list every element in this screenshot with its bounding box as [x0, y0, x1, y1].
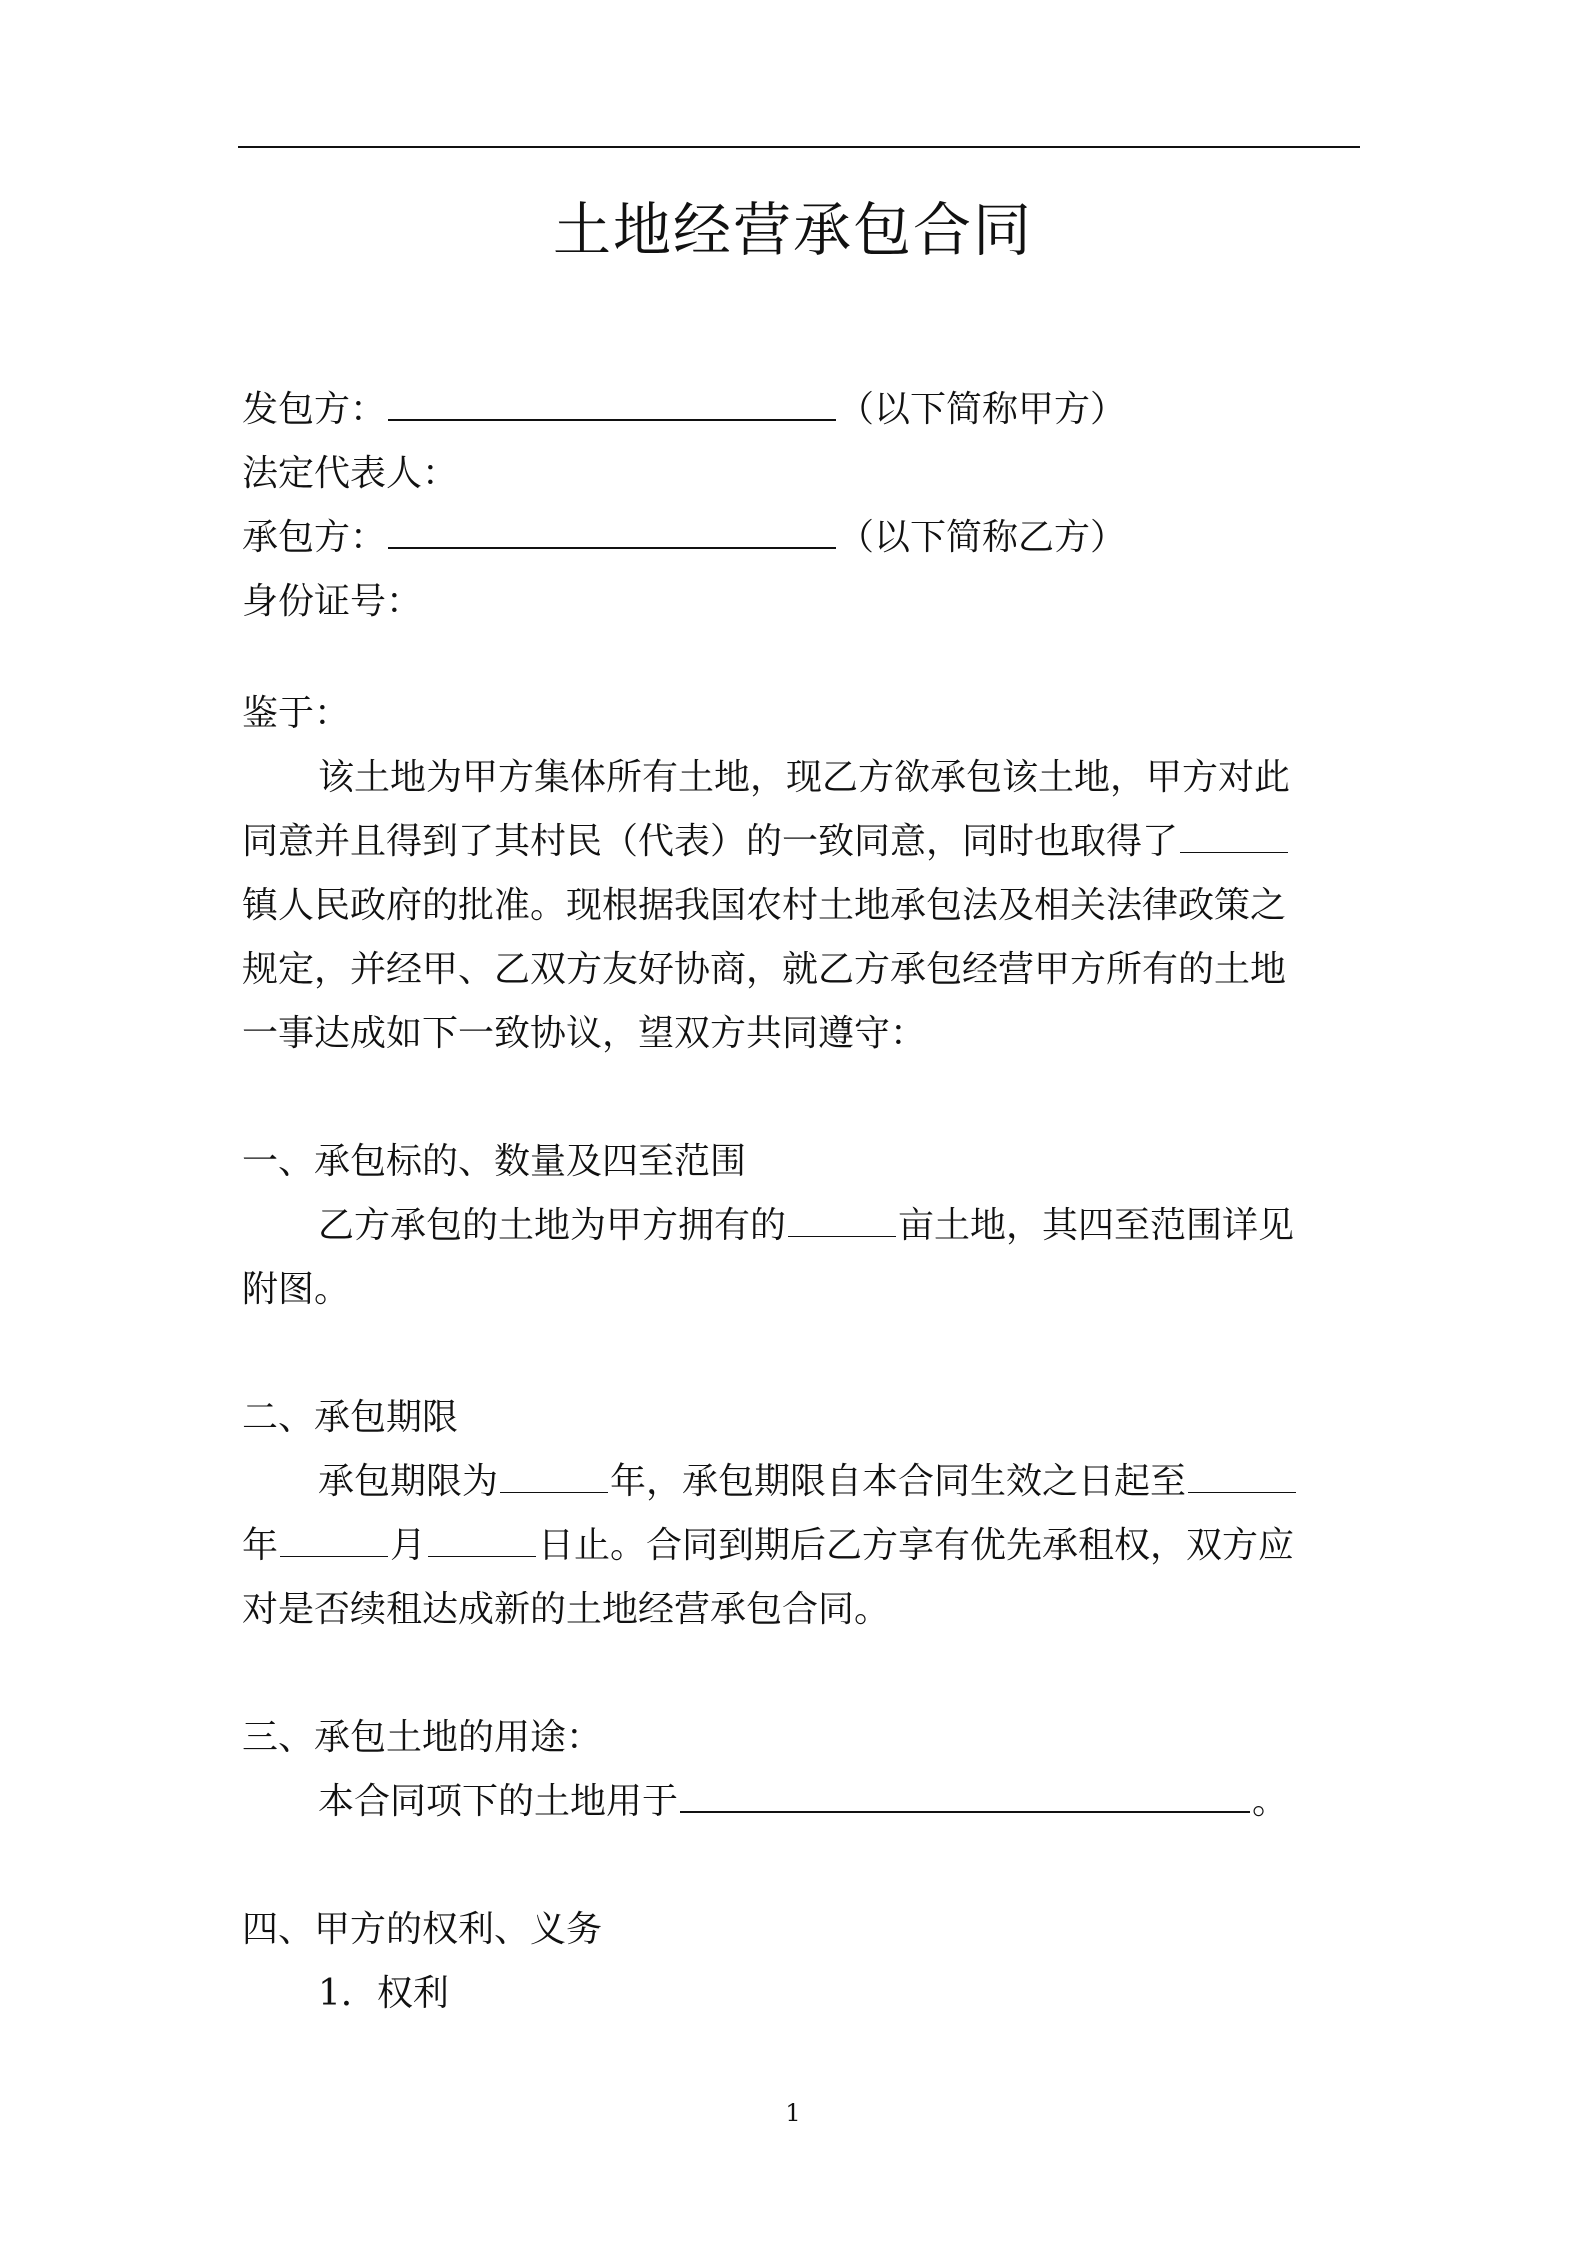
- legal-rep-line: [242, 442, 1330, 506]
- document-body: [242, 378, 1330, 2026]
- land-use-blank: [680, 1777, 1250, 1813]
- section-2-line-1: [242, 1450, 1330, 1514]
- contractor-label: 承包方：: [242, 517, 387, 558]
- section-2-heading: 二、承包期限: [242, 1397, 459, 1438]
- preamble-line-5: 一事达成如下一致协议，望双方共同遵守：: [242, 1013, 927, 1054]
- section-1-line-2: 附图。: [242, 1269, 351, 1310]
- section-2-line-1-b: 年，承包期限自本合同生效之日起至: [610, 1461, 1187, 1502]
- employer-blank: [388, 385, 836, 421]
- legal-rep-label: 法定代表人：: [242, 453, 459, 494]
- section-2-line-2-a: 年: [242, 1525, 279, 1566]
- preamble-line-2: [242, 810, 1330, 874]
- section-3-line-1-b: 。: [1252, 1781, 1289, 1822]
- preamble-line-1: 该土地为甲方集体所有土地，现乙方欲承包该土地，甲方对此: [318, 757, 1291, 798]
- end-day-blank: [428, 1522, 536, 1557]
- section-1-heading: 一、承包标的、数量及四至范围: [242, 1141, 747, 1182]
- town-blank: [1180, 818, 1288, 853]
- end-year-blank: [1188, 1458, 1296, 1493]
- section-2-line-2-c: 日止。合同到期后乙方享有优先承租权，双方应: [538, 1525, 1295, 1566]
- section-3-line-1: [242, 1770, 1330, 1834]
- section-2-line-2: [242, 1514, 1330, 1578]
- section-2-line-3: 对是否续租达成新的土地经营承包合同。: [242, 1589, 891, 1630]
- section-4-heading: 四、甲方的权利、义务: [242, 1909, 603, 1950]
- contractor-blank: [388, 513, 836, 549]
- id-number-line: [242, 570, 1330, 634]
- section-2-line-1-a: 承包期限为: [318, 1461, 499, 1502]
- section-1-line-1-a: 乙方承包的土地为甲方拥有的: [318, 1205, 787, 1246]
- contractor-line: [242, 506, 1330, 570]
- preamble-heading: 鉴于：: [242, 693, 351, 734]
- section-2-line-2-b: 月: [390, 1525, 427, 1566]
- section-1-line-1-b: 亩土地，其四至范围详见: [898, 1205, 1295, 1246]
- section-1-line-1: [242, 1194, 1330, 1258]
- header-rule: [238, 146, 1360, 148]
- page-number: 1: [785, 2099, 801, 2127]
- section-4-item-1: 1．权利: [318, 1973, 449, 2014]
- employer-label: 发包方：: [242, 389, 387, 430]
- area-blank: [788, 1202, 896, 1237]
- preamble-line-2-text: 同意并且得到了其村民（代表）的一致同意，同时也取得了: [242, 821, 1179, 862]
- preamble-line-4: 规定，并经甲、乙双方友好协商，就乙方承包经营甲方所有的土地: [242, 949, 1287, 990]
- document-title: 土地经营承包合同: [552, 196, 1033, 264]
- employer-note: （以下简称甲方）: [838, 389, 1127, 430]
- employer-line: [242, 378, 1330, 442]
- end-month-blank: [280, 1522, 388, 1557]
- id-number-label: 身份证号：: [242, 581, 423, 622]
- section-3-heading: 三、承包土地的用途：: [242, 1717, 603, 1758]
- preamble-line-3: 镇人民政府的批准。现根据我国农村土地承包法及相关法律政策之: [242, 885, 1287, 926]
- section-3-line-1-a: 本合同项下的土地用于: [318, 1781, 679, 1822]
- contractor-note: （以下简称乙方）: [838, 517, 1127, 558]
- term-years-blank: [500, 1458, 608, 1493]
